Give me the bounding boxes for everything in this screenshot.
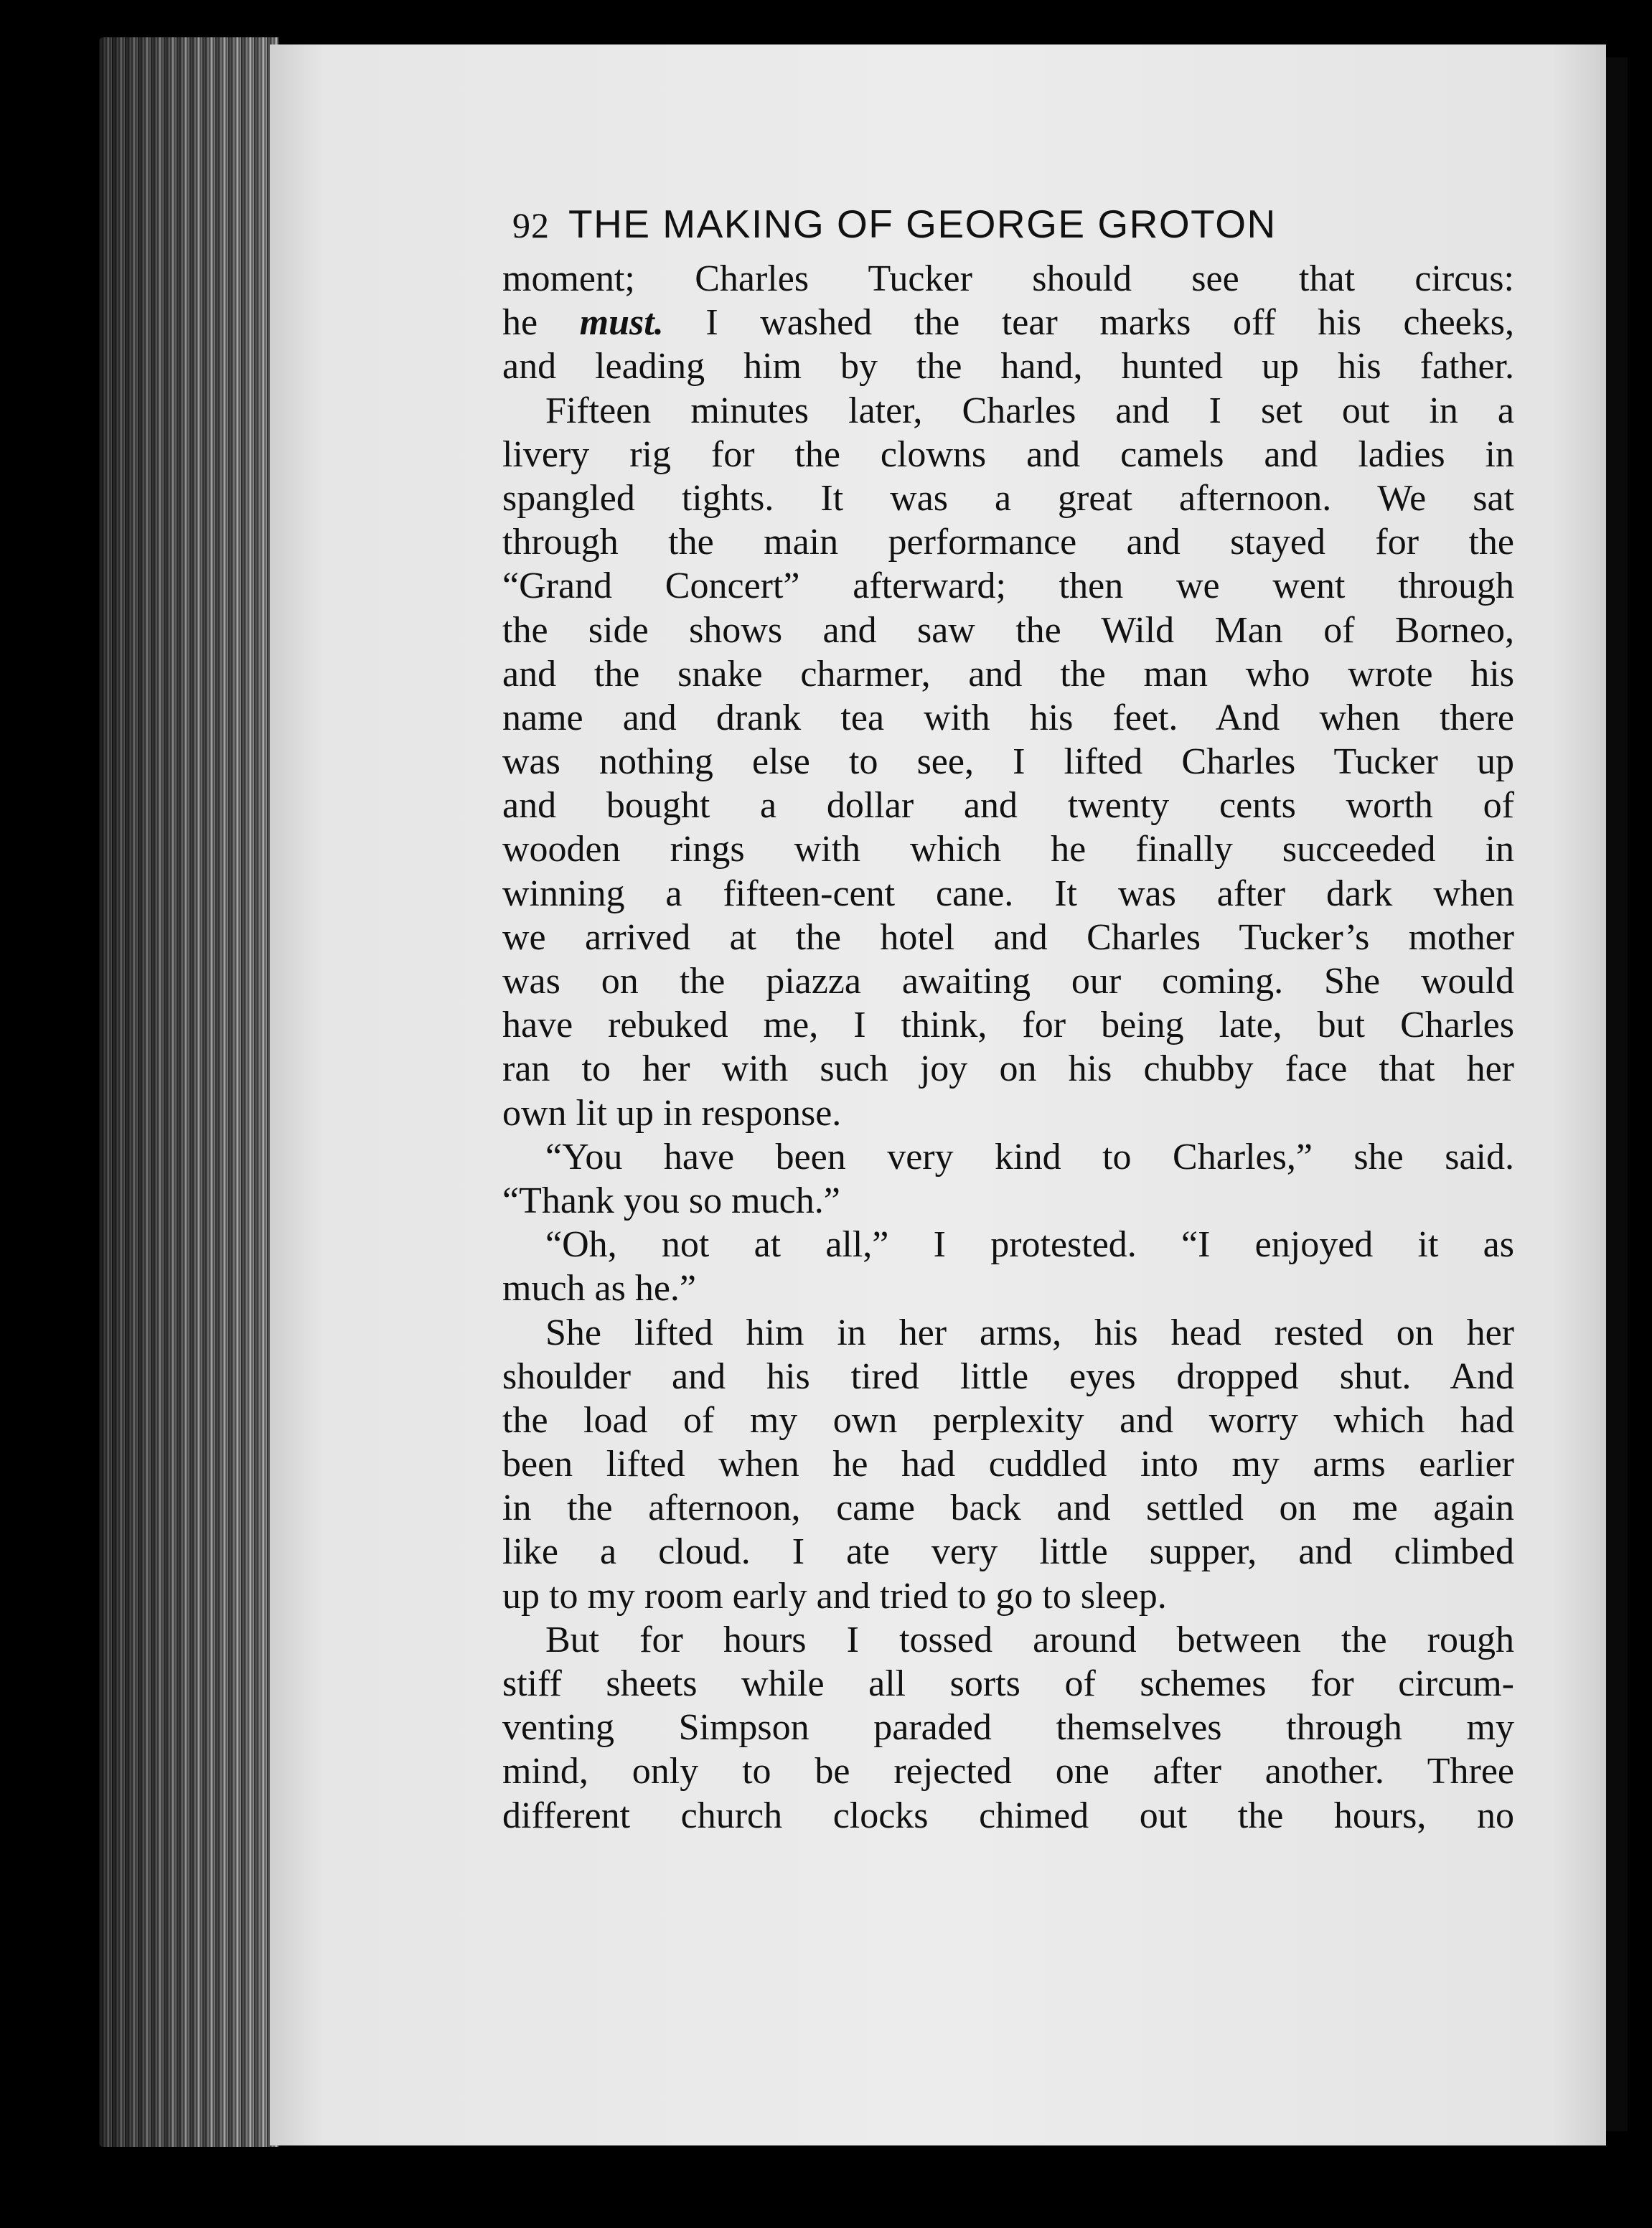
- text-line: wooden rings with which he finally succeeded in: [502, 829, 1514, 870]
- text-fragment: I washed the tear marks off his cheeks,: [705, 302, 1514, 344]
- text-line: in the afternoon, came back and settled on me again: [502, 1487, 1514, 1529]
- book-page-edges: [99, 37, 278, 2147]
- text-line: She lifted him in her arms, his head rested on her: [545, 1312, 1514, 1353]
- text-line: the load of my own perplexity and worry which had: [502, 1399, 1514, 1441]
- text-line: and leading him by the hand, hunted up his father.: [502, 346, 1514, 387]
- page-text-block: [502, 201, 1514, 1838]
- text-line: livery rig for the clowns and camels and ladies in: [502, 433, 1514, 475]
- text-line: through the main performance and stayed for the: [502, 522, 1514, 563]
- text-line: winning a fifteen-cent cane. It was after dark when: [502, 873, 1514, 914]
- text-line: own lit up in response.: [502, 1092, 842, 1134]
- text-line: [502, 301, 1514, 344]
- text-line: But for hours I tossed around between the rough: [545, 1619, 1514, 1660]
- book-title: THE MAKING OF GEORGE GROTON: [568, 202, 1277, 246]
- text-line: was nothing else to see, I lifted Charles Tucker up: [502, 741, 1514, 783]
- text-line: “You have been very kind to Charles,” she said.: [545, 1136, 1514, 1178]
- text-line: name and drank tea with his feet. And when there: [502, 697, 1514, 738]
- text-line: spangled tights. It was a great afternoon. We sat: [502, 477, 1514, 519]
- text-line: and bought a dollar and twenty cents worth of: [502, 785, 1514, 827]
- text-line: “Oh, not at all,” I protested. “I enjoyed it as: [545, 1224, 1514, 1266]
- text-line: moment; Charles Tucker should see that circus:: [502, 258, 1514, 299]
- page-number: 92: [512, 205, 550, 245]
- text-line: and the snake charmer, and the man who wrote his: [502, 653, 1514, 695]
- text-line: have rebuked me, I think, for being late, but Charles: [502, 1005, 1514, 1046]
- text-line: “Grand Concert” afterward; then we went through: [502, 565, 1514, 607]
- text-line: ran to her with such joy on his chubby face that her: [502, 1048, 1514, 1090]
- text-line: the side shows and saw the Wild Man of Borneo,: [502, 609, 1514, 651]
- text-fragment: he: [502, 302, 538, 344]
- running-head: [502, 201, 1514, 247]
- text-line: up to my room early and tried to go to sleep.: [502, 1575, 1167, 1617]
- text-line: been lifted when he had cuddled into my arms earlier: [502, 1444, 1514, 1485]
- text-line: different church clocks chimed out the hours, no: [502, 1795, 1514, 1836]
- text-line: shoulder and his tired little eyes dropped shut. And: [502, 1355, 1514, 1397]
- text-line: Fifteen minutes later, Charles and I set out in a: [545, 390, 1514, 431]
- text-line: “Thank you so much.”: [502, 1180, 840, 1221]
- binding-shadow: [1606, 57, 1628, 2131]
- text-line: we arrived at the hotel and Charles Tucker’s mother: [502, 916, 1514, 958]
- text-line: much as he.”: [502, 1268, 697, 1310]
- text-line: was on the piazza awaiting our coming. She would: [502, 961, 1514, 1002]
- text-line: stiff sheets while all sorts of schemes for circum-: [502, 1663, 1514, 1704]
- text-line: mind, only to be rejected one after another. Three: [502, 1751, 1514, 1792]
- text-line: venting Simpson paraded themselves through my: [502, 1707, 1514, 1749]
- text-line: like a cloud. I ate very little supper, and climbed: [502, 1531, 1514, 1573]
- emphasized-word: must.: [579, 302, 664, 344]
